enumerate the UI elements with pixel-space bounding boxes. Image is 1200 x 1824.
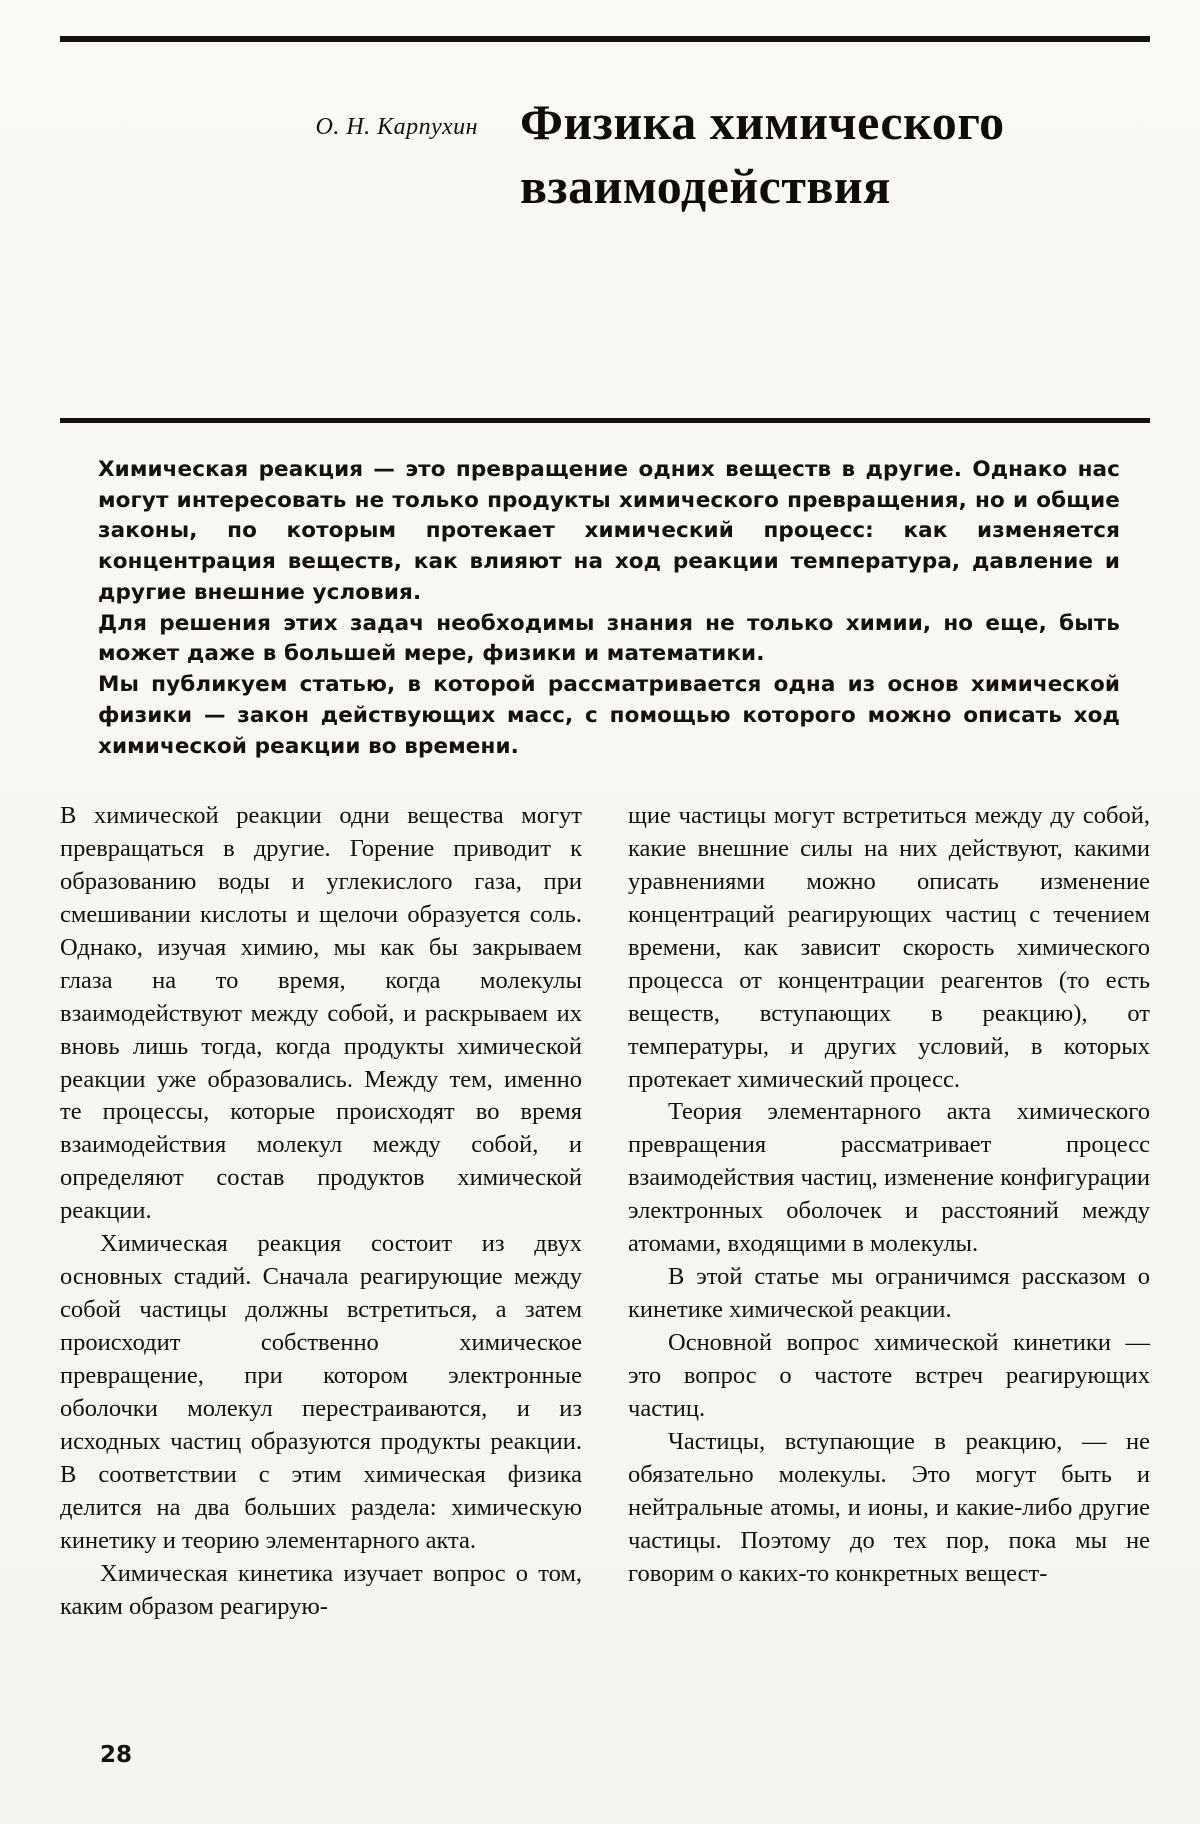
- body-paragraph: Теория элементарного акта химического превращения рассматривает процесс взаимодействия частиц, изменение конфигурации электронных оболочек и расстояний между атомами, входящими в молекулы.: [628, 1098, 1150, 1258]
- article-body: [60, 800, 1150, 1760]
- body-paragraph: Основной вопрос химической кинетики — это вопрос о частоте встреч реагирующих частиц.: [628, 1329, 1150, 1422]
- body-paragraph: Частицы, вступающие в реакцию, — не обязательно молекулы. Это могут быть и нейтральные атомы, и ионы, и какие-либо другие частицы. Поэтому до тех пор, пока мы не говорим о каких-то конкретных вещест-: [628, 1427, 1150, 1587]
- article-column-left: [60, 800, 582, 1623]
- article-column-right: [628, 800, 1150, 1591]
- article-author: О. Н. Карпухин: [315, 114, 478, 140]
- body-paragraph: Химическая кинетика изучает вопрос о том, каким образом реагирую-: [60, 1559, 582, 1620]
- lead-paragraph: Химическая реакция — это превращение одних веществ в другие. Однако нас могут интересовать не только продукты химического превращения, но и общие законы, по которым протекает химический процесс: как изменяется концентрация веществ, как влияют на ход реакции температура, давление и другие внешние условия.: [98, 457, 1120, 605]
- body-paragraph: В химической реакции одни вещества могут превращаться в другие. Горение приводит к образованию воды и углекислого газа, при смешивании кислоты и щелочи образуется соль. Однако, изучая химию, мы как бы закрываем глаза на то время, когда молекулы взаимодействуют между собой, и раскрываем их вновь лишь тогда, когда продукты химической реакции уже образовались. Между тем, именно те процессы, которые происходят во время взаимодействия молекул между собой, и определяют состав продуктов химической реакции.: [60, 802, 582, 1225]
- lead-paragraph: Для решения этих задач необходимы знания не только химии, но еще, быть может даже в большей мере, физики и математики.: [98, 610, 1120, 667]
- body-paragraph: В этой статье мы ограничимся рассказом о кинетике химической реакции.: [628, 1263, 1150, 1324]
- page-content: [60, 0, 1150, 1824]
- top-rule-divider: [60, 36, 1150, 42]
- article-title-block: [60, 90, 1150, 320]
- body-paragraph: щие частицы могут встретиться между ду собой, какие внешние силы на них действуют, какими уравнениями можно описать изменение концентраций реагирующих частиц с течением времени, как зависит скорость химического процесса от концентрации реагентов (то есть веществ, вступающих в реакцию), от температуры, и других условий, в которых протекает химический процесс.: [628, 802, 1150, 1093]
- article-title: Физика химического взаимодействия: [520, 94, 1005, 214]
- article-lead: [98, 455, 1120, 762]
- lead-paragraph: Мы публикуем статью, в которой рассматривается одна из основ химической физики — закон действующих масс, с помощью которого можно описать ход химической реакции во времени.: [98, 672, 1120, 759]
- page-number: 28: [100, 1742, 133, 1768]
- body-paragraph: Химическая реакция состоит из двух основных стадий. Сначала реагирующие между собой частицы должны встретиться, а затем происходит собственно химическое превращение, при котором электронные оболочки молекул перестраиваются, и из исходных частиц образуются продукты реакции. В соответствии с этим химическая физика делится на два больших раздела: химическую кинетику и теорию элементарного акта.: [60, 1230, 582, 1554]
- middle-rule-divider: [60, 418, 1150, 423]
